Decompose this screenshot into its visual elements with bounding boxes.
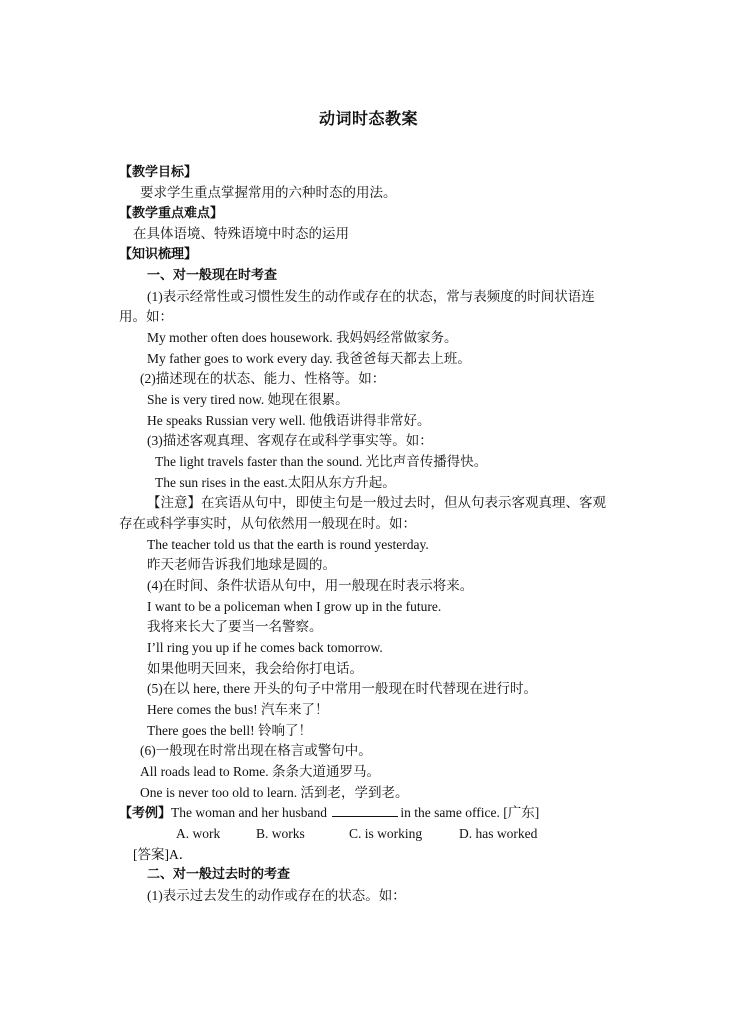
option-b: B. works bbox=[256, 826, 305, 841]
s1-example-7-cn: 昨天老师告诉我们地球是圆的。 bbox=[147, 557, 336, 572]
s1-p2: (2)描述现在的状态、能力、性格等。如： bbox=[140, 371, 386, 386]
heading-knowledge: 【知识梳理】 bbox=[119, 247, 198, 262]
s1-p3: (3)描述客观真理、客观存在或科学事实等。如： bbox=[147, 433, 433, 448]
exam-example-label: 【考例】 bbox=[119, 806, 172, 821]
s1-example-8: I want to be a policeman when I grow up in the future. bbox=[147, 599, 442, 614]
s1-note-line1: 【注意】在宾语从句中，即使主句是一般过去时，但从句表示客观真理、客观 bbox=[147, 495, 606, 510]
s1-example-1: My mother often does housework. 我妈妈经常做家务。 bbox=[147, 330, 458, 345]
s1-example-9: I’ll ring you up if he comes back tomorrow. bbox=[147, 640, 383, 655]
focus-text: 在具体语境、特殊语境中时态的运用 bbox=[133, 226, 349, 241]
s2-p1: (1)表示过去发生的动作或存在的状态。如： bbox=[147, 888, 406, 903]
option-d: D. has worked bbox=[459, 826, 538, 841]
s1-note-line2: 存在或科学事实时，从句依然用一般现在时。如： bbox=[119, 516, 416, 531]
s1-example-11: There goes the bell! 铃响了！ bbox=[147, 723, 312, 738]
option-c: C. is working bbox=[349, 826, 423, 841]
s1-p6: (6)一般现在时常出现在格言或警句中。 bbox=[140, 743, 372, 758]
exam-example-before: The woman and her husband bbox=[171, 805, 327, 820]
s1-example-3: She is very tired now. 她现在很累。 bbox=[147, 392, 349, 407]
s1-example-6: The sun rises in the east.太阳从东方升起。 bbox=[155, 475, 396, 490]
objective-text: 要求学生重点掌握常用的六种时态的用法。 bbox=[140, 185, 397, 200]
s1-p5: (5)在以 here, there 开头的句子中常用一般现在时代替现在进行时。 bbox=[147, 681, 537, 696]
s1-example-9-cn: 如果他明天回来，我会给你打电话。 bbox=[147, 661, 363, 676]
s1-p1-line2: 用。如： bbox=[119, 309, 173, 324]
s1-example-10: Here comes the bus! 汽车来了！ bbox=[147, 702, 329, 717]
s1-example-4: He speaks Russian very well. 他俄语讲得非常好。 bbox=[147, 413, 431, 428]
s1-example-12: All roads lead to Rome. 条条大道通罗马。 bbox=[140, 764, 380, 779]
s1-example-8-cn: 我将来长大了要当一名警察。 bbox=[147, 619, 323, 634]
s1-p4: (4)在时间、条件状语从句中，用一般现在时表示将来。 bbox=[147, 578, 474, 593]
heading-objective: 【教学目标】 bbox=[119, 165, 198, 180]
section2-title: 二、对一般过去时的考查 bbox=[147, 867, 291, 882]
s1-example-5: The light travels faster than the sound. 光比声音传播得快。 bbox=[155, 454, 488, 469]
answer-blank bbox=[332, 804, 398, 817]
document-title: 动词时态教案 bbox=[318, 109, 418, 128]
s1-example-7: The teacher told us that the earth is round yesterday. bbox=[147, 537, 429, 552]
exam-example-after: in the same office. [广东] bbox=[400, 805, 540, 820]
s1-p1-line1: (1)表示经常性或习惯性发生的动作或存在的状态，常与表频度的时间状语连 bbox=[147, 289, 595, 304]
exam-example bbox=[119, 804, 539, 823]
answer-text: [答案]A． bbox=[133, 847, 193, 862]
section1-title: 一、对一般现在时考查 bbox=[147, 268, 278, 283]
s1-example-13: One is never too old to learn. 活到老，学到老。 bbox=[140, 785, 409, 800]
s1-example-2: My father goes to work every day. 我爸爸每天都去上班。 bbox=[147, 351, 471, 366]
option-a: A. work bbox=[176, 826, 221, 841]
heading-focus: 【教学重点难点】 bbox=[119, 206, 224, 221]
